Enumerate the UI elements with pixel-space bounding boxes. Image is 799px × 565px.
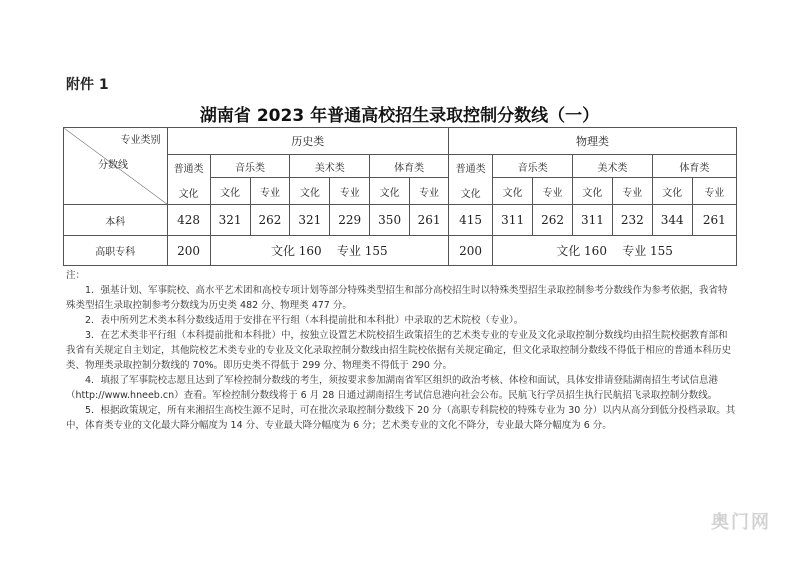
subheader-culture: 文化 — [652, 178, 692, 205]
physics-group-header: 物理类 — [448, 128, 736, 155]
subheader-major: 专业 — [330, 178, 370, 205]
subheader-culture: 文化 — [210, 178, 250, 205]
note-item: 2．表中所列艺术类本科分数线适用于安排在平行组（本科提前批和本科批）中录取的艺术院校（专业）。 — [85, 315, 524, 326]
physics-general-header: 普通类 文化 — [448, 155, 492, 205]
row-label-vocational: 高职专科 — [64, 236, 168, 266]
subheader-major: 专业 — [612, 178, 652, 205]
score-cell: 262 — [250, 205, 290, 236]
note-item: 1．强基计划、军事院校、高水平艺术团和高校专项计划等部分特殊类型招生和部分高校招生时以特殊类型招生录取控制参考分数线作为参考依据，我省特殊类型招生录取控制参考分数线为历史类 482 分、物理类 477 分。 — [66, 285, 728, 311]
page-title: 湖南省 2023 年普通高校招生录取控制分数线（一） — [199, 106, 600, 126]
physics-sports-header: 体育类 — [652, 155, 736, 178]
merged-score-cell: 文化 160 专业 155 — [493, 236, 737, 266]
subheader-major: 专业 — [692, 178, 736, 205]
physics-art-header: 美术类 — [572, 155, 652, 178]
attachment-label: 附件 1 — [66, 77, 109, 93]
subheader-major: 专业 — [250, 178, 290, 205]
score-cell: 311 — [493, 205, 533, 236]
physics-music-header: 音乐类 — [493, 155, 573, 178]
note-item: 4．填报了军事院校志愿且达到了军检控制分数线的考生，须按要求参加湖南省军区组织的政治考核、体检和面试，具体安排请登陆湖南招生考试信息港（http://www.hneeb.cn）查看。军检控制分数线将于 6 月 28 日通过湖南招生考试信息港向社会公布。民航飞行学员招生执行民航招飞录取控制分数线。 — [66, 375, 719, 401]
table-corner-cell — [64, 128, 168, 205]
score-cell: 344 — [652, 205, 692, 236]
score-table — [63, 127, 737, 266]
notes-section — [66, 268, 736, 433]
score-cell: 350 — [370, 205, 410, 236]
subheader-culture: 文化 — [290, 178, 330, 205]
score-cell: 232 — [612, 205, 652, 236]
note-item: 5．根据政策规定，所有来湘招生高校生源不足时，可在批次录取控制分数线下 20 分（高职专科院校的特殊专业为 30 分）以内从高分到低分投档录取。其中，体育类专业的文化最大降分幅度为 14 分、专业最大降分幅度为 6 分；艺术类专业的文化不降分，专业最大降分幅度为 6 分。 — [66, 405, 736, 431]
notes-heading: 注： — [66, 270, 86, 281]
subheader-major: 专业 — [533, 178, 573, 205]
score-cell: 262 — [533, 205, 573, 236]
row-label-undergrad: 本科 — [64, 205, 168, 236]
history-group-header: 历史类 — [167, 128, 448, 155]
corner-score-label: 分数线 — [98, 160, 128, 171]
score-cell: 321 — [210, 205, 250, 236]
history-art-header: 美术类 — [290, 155, 370, 178]
score-cell: 200 — [167, 236, 210, 266]
score-cell: 321 — [290, 205, 330, 236]
watermark-logo: 奥门网 — [711, 512, 771, 533]
score-cell: 200 — [448, 236, 492, 266]
score-cell: 428 — [167, 205, 210, 236]
table-row — [64, 236, 737, 266]
history-general-header: 普通类 文化 — [167, 155, 210, 205]
merged-score-cell: 文化 160 专业 155 — [210, 236, 448, 266]
score-cell: 229 — [330, 205, 370, 236]
score-cell: 261 — [410, 205, 449, 236]
history-sports-header: 体育类 — [370, 155, 449, 178]
subheader-culture: 文化 — [370, 178, 410, 205]
subheader-culture: 文化 — [572, 178, 612, 205]
subheader-culture: 文化 — [493, 178, 533, 205]
score-cell: 261 — [692, 205, 736, 236]
score-cell: 311 — [572, 205, 612, 236]
table-row — [64, 205, 737, 236]
score-cell: 415 — [448, 205, 492, 236]
corner-category-label: 专业类别 — [120, 135, 161, 146]
subheader-major: 专业 — [410, 178, 449, 205]
note-item: 3．在艺术类非平行组（本科提前批和本科批）中，按独立设置艺术院校招生政策招生的艺术类专业的专业及文化录取控制分数线均由招生院校据教育部和我省有关规定自主划定，其他院校艺术类专业的专业及文化录取控制分数线由招生院校依据有关规定确定，但文化录取控制分数线不得低于相应的普通本科历史类、物理类录取控制分数线的 70%。即历史类不得低于 299 分、物理类不得低于 290 分。 — [66, 330, 732, 371]
history-music-header: 音乐类 — [210, 155, 290, 178]
